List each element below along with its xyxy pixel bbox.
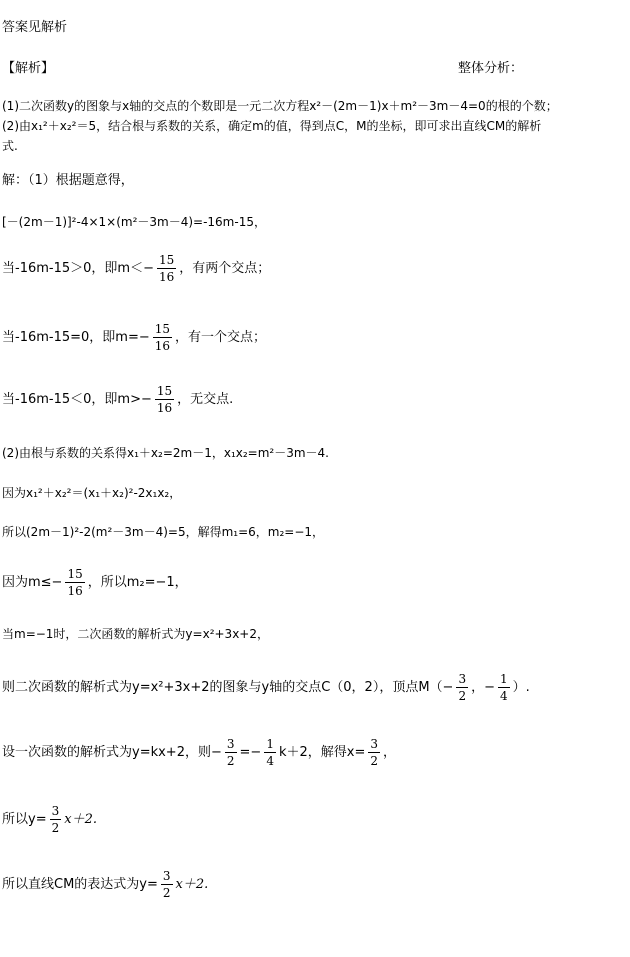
choose-text: 因为m≤− [2, 575, 63, 590]
fraction-denominator: 4 [499, 689, 508, 703]
fraction-1-4 [498, 671, 510, 704]
case-one-root [2, 321, 266, 354]
fraction-numerator: 15 [67, 567, 83, 581]
fraction-denominator: 16 [67, 584, 83, 598]
case3-text: 当-16m-15＜0，即m>− [2, 392, 152, 407]
fraction-denominator: 2 [51, 821, 60, 835]
fraction-numerator: 15 [158, 253, 175, 267]
equation-solve-line: 所以(2m－1)²-2(m²－3m－4)=5，解得m₁=6，m₂=−1， [2, 525, 325, 539]
fraction-denominator: 2 [226, 754, 235, 768]
so-y-line [2, 803, 97, 836]
final-suffix: x＋2. [175, 877, 209, 892]
solution-part2-heading: (2)由根与系数的关系得x₁＋x₂=2m－1，x₁x₂=m²－3m－4. [2, 446, 329, 460]
discriminant-line: [－(2m－1)]²-4×1×(m²－3m－4)=-16m-15， [2, 215, 266, 229]
linear-suffix: ， [382, 745, 396, 760]
fraction-numerator: 3 [226, 737, 235, 751]
fraction-15-16 [155, 383, 174, 416]
vertex-line [2, 671, 530, 704]
linear-function-line [2, 736, 396, 769]
vertex-suffix: ）. [512, 680, 530, 695]
fraction-denominator: 2 [458, 689, 467, 703]
fraction-numerator: 15 [156, 384, 173, 398]
answer-title: 答案见解析 [2, 20, 68, 35]
fraction-numerator: 15 [154, 322, 171, 336]
vertex-separator: ，− [471, 680, 495, 695]
identity-line: 因为x₁²＋x₂²＝(x₁＋x₂)²-2x₁x₂， [2, 486, 182, 500]
fraction-15-16 [157, 252, 176, 285]
case2-text: 当-16m-15=0，即m=− [2, 330, 150, 345]
solution-part1-heading: 解：（1）根据题意得， [2, 173, 134, 188]
quadratic-function-line: 当m=−1时，二次函数的解析式为y=x²+3x+2， [2, 627, 269, 641]
fraction-15-16 [65, 566, 84, 599]
case1-text: 当-16m-15＞0，即m＜− [2, 261, 154, 276]
linear-equals: =− [239, 745, 262, 760]
fraction-numerator: 3 [458, 672, 467, 686]
case-no-roots [2, 383, 233, 416]
fraction-3-2 [50, 803, 62, 836]
case3-suffix: ，无交点. [177, 392, 234, 407]
vertex-text: 则二次函数的解析式为y=x²+3x+2的图象与y轴的交点C（0，2），顶点M（− [2, 680, 454, 695]
fraction-3-2 [368, 736, 380, 769]
case2-suffix: ，有一个交点； [175, 330, 267, 345]
fraction-denominator: 4 [266, 754, 274, 768]
fraction-denominator: 16 [158, 270, 175, 284]
fraction-3-2 [161, 868, 173, 901]
fraction-denominator: 2 [370, 754, 378, 768]
final-text: 所以直线CM的表达式为y= [2, 877, 158, 892]
linear-solve-text: k＋2，解得x= [278, 745, 366, 760]
so-text: 所以y= [2, 812, 47, 827]
choose-suffix: ，所以m₂=−1， [87, 575, 188, 590]
fraction-3-2 [225, 736, 237, 769]
fraction-numerator: 3 [162, 869, 171, 883]
fraction-15-16 [153, 321, 172, 354]
fraction-numerator: 3 [51, 804, 60, 818]
final-answer-line [2, 868, 208, 901]
fraction-denominator: 2 [162, 886, 171, 900]
fraction-numerator: 1 [266, 737, 274, 751]
fraction-1-4 [264, 736, 276, 769]
analysis-label: 【解析】 [2, 61, 55, 76]
intro-line-3: 式. [2, 139, 18, 153]
overall-analysis-label: 整体分析： [458, 61, 524, 76]
intro-line-1: (1)二次函数y的图象与x轴的交点的个数即是一元二次方程x²－(2m－1)x＋m²－3m－4=0的根的个数； [2, 99, 558, 113]
fraction-3-2 [456, 671, 468, 704]
choose-root-line [2, 566, 188, 599]
linear-text: 设一次函数的解析式为y=kx+2，则− [2, 745, 222, 760]
case1-suffix: ，有两个交点； [179, 261, 271, 276]
fraction-denominator: 16 [156, 401, 173, 415]
fraction-numerator: 1 [499, 672, 508, 686]
case-two-roots [2, 252, 270, 285]
fraction-numerator: 3 [370, 737, 378, 751]
so-suffix: x＋2. [64, 812, 97, 827]
intro-line-2: (2)由x₁²＋x₂²＝5，结合根与系数的关系，确定m的值，得到点C，M的坐标，即可求出直线CM的解析 [2, 119, 542, 133]
fraction-denominator: 16 [154, 339, 171, 353]
